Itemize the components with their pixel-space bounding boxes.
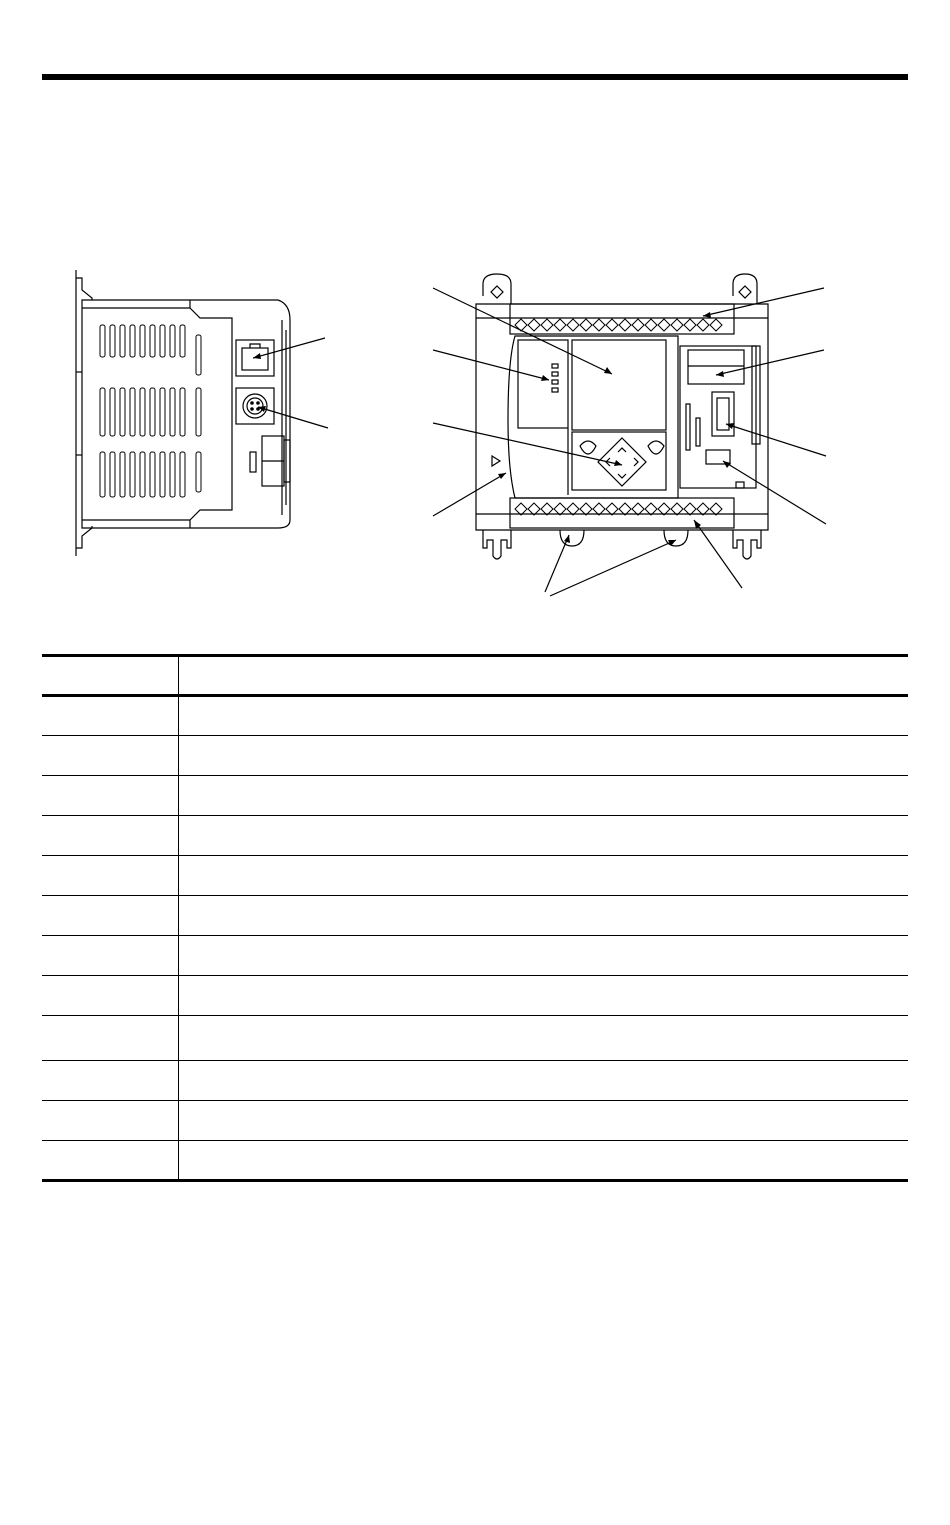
table-row — [42, 896, 908, 936]
table-cell — [42, 1141, 178, 1181]
table-cell — [42, 1016, 178, 1061]
front-view-drawing — [433, 274, 826, 596]
table-cell — [42, 936, 178, 976]
lcd-screen-icon — [572, 340, 666, 430]
table-cell — [178, 1101, 908, 1141]
round-port-icon — [236, 388, 274, 424]
table-row — [42, 1141, 908, 1181]
table-row — [42, 1016, 908, 1061]
table-header-row — [42, 656, 908, 696]
table-header-cell — [42, 656, 178, 696]
table-cell — [178, 696, 908, 736]
table-row — [42, 856, 908, 896]
table-row — [42, 976, 908, 1016]
table-row — [42, 736, 908, 776]
component-table — [42, 654, 908, 1182]
table-cell — [178, 936, 908, 976]
table-cell — [42, 896, 178, 936]
table-cell — [178, 896, 908, 936]
table-cell — [178, 1141, 908, 1181]
table-cell — [42, 776, 178, 816]
top-terminal-screws — [515, 319, 722, 331]
table-row — [42, 816, 908, 856]
vent-slots-top — [100, 325, 201, 375]
bottom-terminal-screws — [515, 503, 722, 515]
table-cell — [42, 976, 178, 1016]
table-cell — [42, 816, 178, 856]
table-row — [42, 1061, 908, 1101]
table-cell — [42, 1101, 178, 1141]
table-cell — [178, 856, 908, 896]
table-cell — [178, 1061, 908, 1101]
table-header-cell — [178, 656, 908, 696]
table-cell — [178, 1016, 908, 1061]
table-row — [42, 936, 908, 976]
vent-slots-bottom — [100, 452, 201, 497]
table-cell — [42, 856, 178, 896]
table-cell — [42, 736, 178, 776]
table-cell — [42, 696, 178, 736]
side-view-drawing — [76, 270, 328, 556]
table-cell — [178, 976, 908, 1016]
table-row — [42, 776, 908, 816]
table-cell — [178, 736, 908, 776]
table-row — [42, 1101, 908, 1141]
table-row — [42, 696, 908, 736]
table-cell — [178, 776, 908, 816]
vent-slots-middle — [100, 388, 201, 436]
controller-figure — [0, 0, 950, 620]
table-cell — [178, 816, 908, 856]
table-cell — [42, 1061, 178, 1101]
